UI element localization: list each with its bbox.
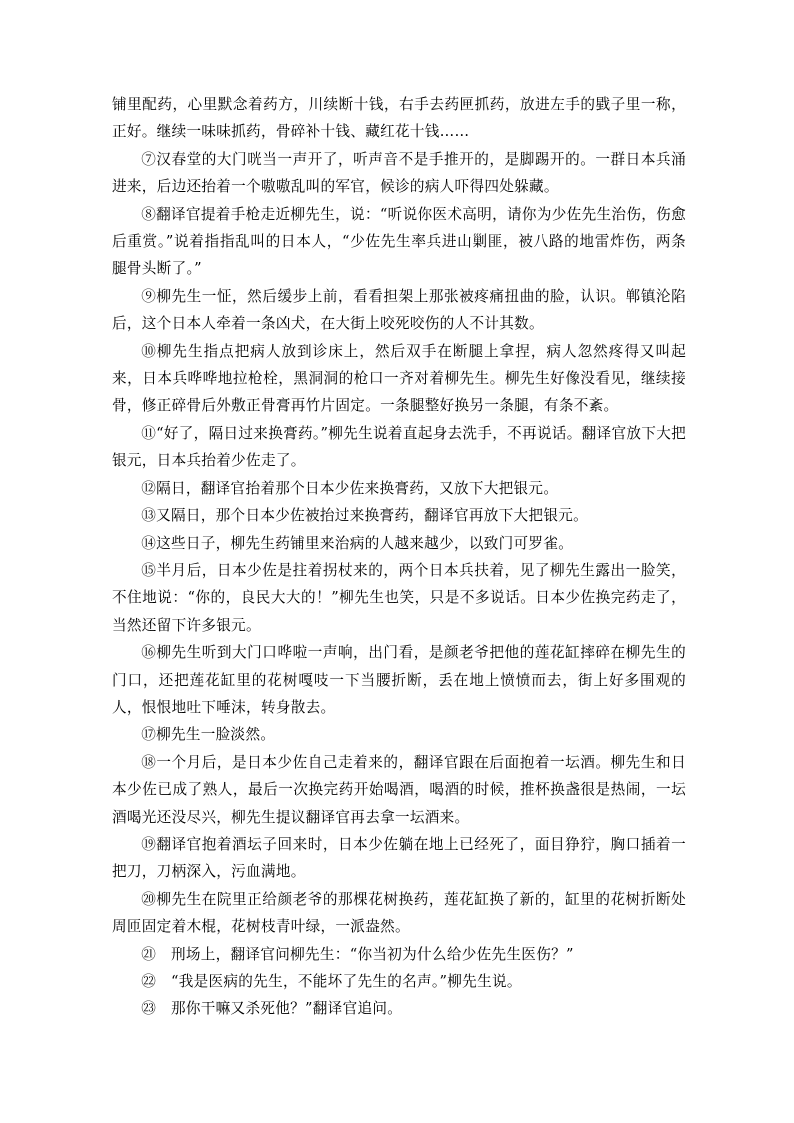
story-text <box>112 91 686 1023</box>
paragraph-14: ⑭这些日子，柳先生药铺里来治病的人越来越少，以致门可罗雀。 <box>141 534 574 552</box>
paragraph-7: ⑦汉春堂的大门咣当一声开了，听声音不是手推开的，是脚踢开的。一群日本兵涌进来，后边还抬着一个嗷嗷乱叫的军官，候诊的病人吓得四处躲藏。 <box>112 150 686 196</box>
paragraph-23: ㉓ 那你干嘛又杀死他？”翻译官追问。 <box>141 1000 403 1018</box>
paragraph-8: ⑧翻译官提着手枪走近柳先生，说：“听说你医术高明，请你为少佐先生治伤，伤愈后重赏。”说着指指乱叫的日本人，“少佐先生率兵进山剿匪，被八路的地雷炸伤，两条腿骨头断了。” <box>112 205 686 278</box>
paragraph-13: ⑬又隔日，那个日本少佐被抬过来换膏药，翻译官再放下大把银元。 <box>141 507 589 525</box>
paragraph-10: ⑩柳先生指点把病人放到诊床上，然后双手在断腿上拿捏，病人忽然疼得又叫起来，日本兵哗哗地拉枪栓，黑洞洞的枪口一齐对着柳先生。柳先生好像没看见，继续接骨，修正碎骨后外敷正骨膏再竹片固定。一条腿整好换另一条腿，有条不紊。 <box>112 342 686 415</box>
paragraph-18: ⑱一个月后，是日本少佐自己走着来的，翻译官跟在后面抱着一坛酒。柳先生和日本少佐已成了熟人，最后一次换完药开始喝酒，喝酒的时候，推杯换盏很是热闹，一坛酒喝光还没尽兴，柳先生提议翻译官再去拿一坛酒来。 <box>112 753 686 826</box>
paragraph-22: ㉒ “我是医病的先生，不能坏了先生的名声。”柳先生说。 <box>141 973 522 990</box>
paragraph-15: ⑮半月后，日本少佐是拄着拐杖来的，两个日本兵扶着，见了柳先生露出一脸笑，不住地说：“你的，良民大大的！”柳先生也笑，只是不多说话。日本少佐换完药走了，当然还留下许多银元。 <box>112 561 686 634</box>
paragraph-19: ⑲翻译官抱着酒坛子回来时，日本少佐躺在地上已经死了，面目狰狞，胸口插着一把刀，刀柄深入，污血满地。 <box>112 835 686 881</box>
paragraph-12: ⑫隔日，翻译官抬着那个日本少佐来换膏药，又放下大把银元。 <box>141 479 559 497</box>
paragraph-20: ⑳柳先生在院里正给颜老爷的那棵花树换药，莲花缸换了新的，缸里的花树折断处周匝固定着木棍，花树枝青叶绿，一派盎然。 <box>112 890 686 936</box>
paragraph-17: ⑰柳先生一脸淡然。 <box>141 726 276 744</box>
paragraph-9: ⑨柳先生一怔，然后缓步上前，看看担架上那张被疼痛扭曲的脸，认识。郸镇沦陷后，这个日本人牵着一条凶犬，在大街上咬死咬伤的人不计其数。 <box>112 287 686 333</box>
paragraph-16: ⑯柳先生听到大门口哗啦一声响，出门看，是颜老爷把他的莲花缸摔碎在柳先生的门口，还把莲花缸里的花树嘎吱一下当腰折断，丢在地上愤愤而去，街上好多围观的人，恨恨地吐下唾沫，转身散去。 <box>112 644 686 716</box>
paragraph-continuation: 铺里配药，心里默念着药方，川续断十钱，右手去药匣抓药，放进左手的戥子里一称，正好。继续一味味抓药，骨碎补十钱、藏红花十钱…… <box>112 96 686 141</box>
paragraph-21: ㉑ 刑场上，翻译官问柳先生：“你当初为什么给少佐先生医伤？” <box>141 945 574 963</box>
paragraph-11: ⑪“好了，隔日过来换膏药。”柳先生说着直起身去洗手，不再说话。翻译官放下大把银元，日本兵抬着少佐走了。 <box>112 424 686 470</box>
